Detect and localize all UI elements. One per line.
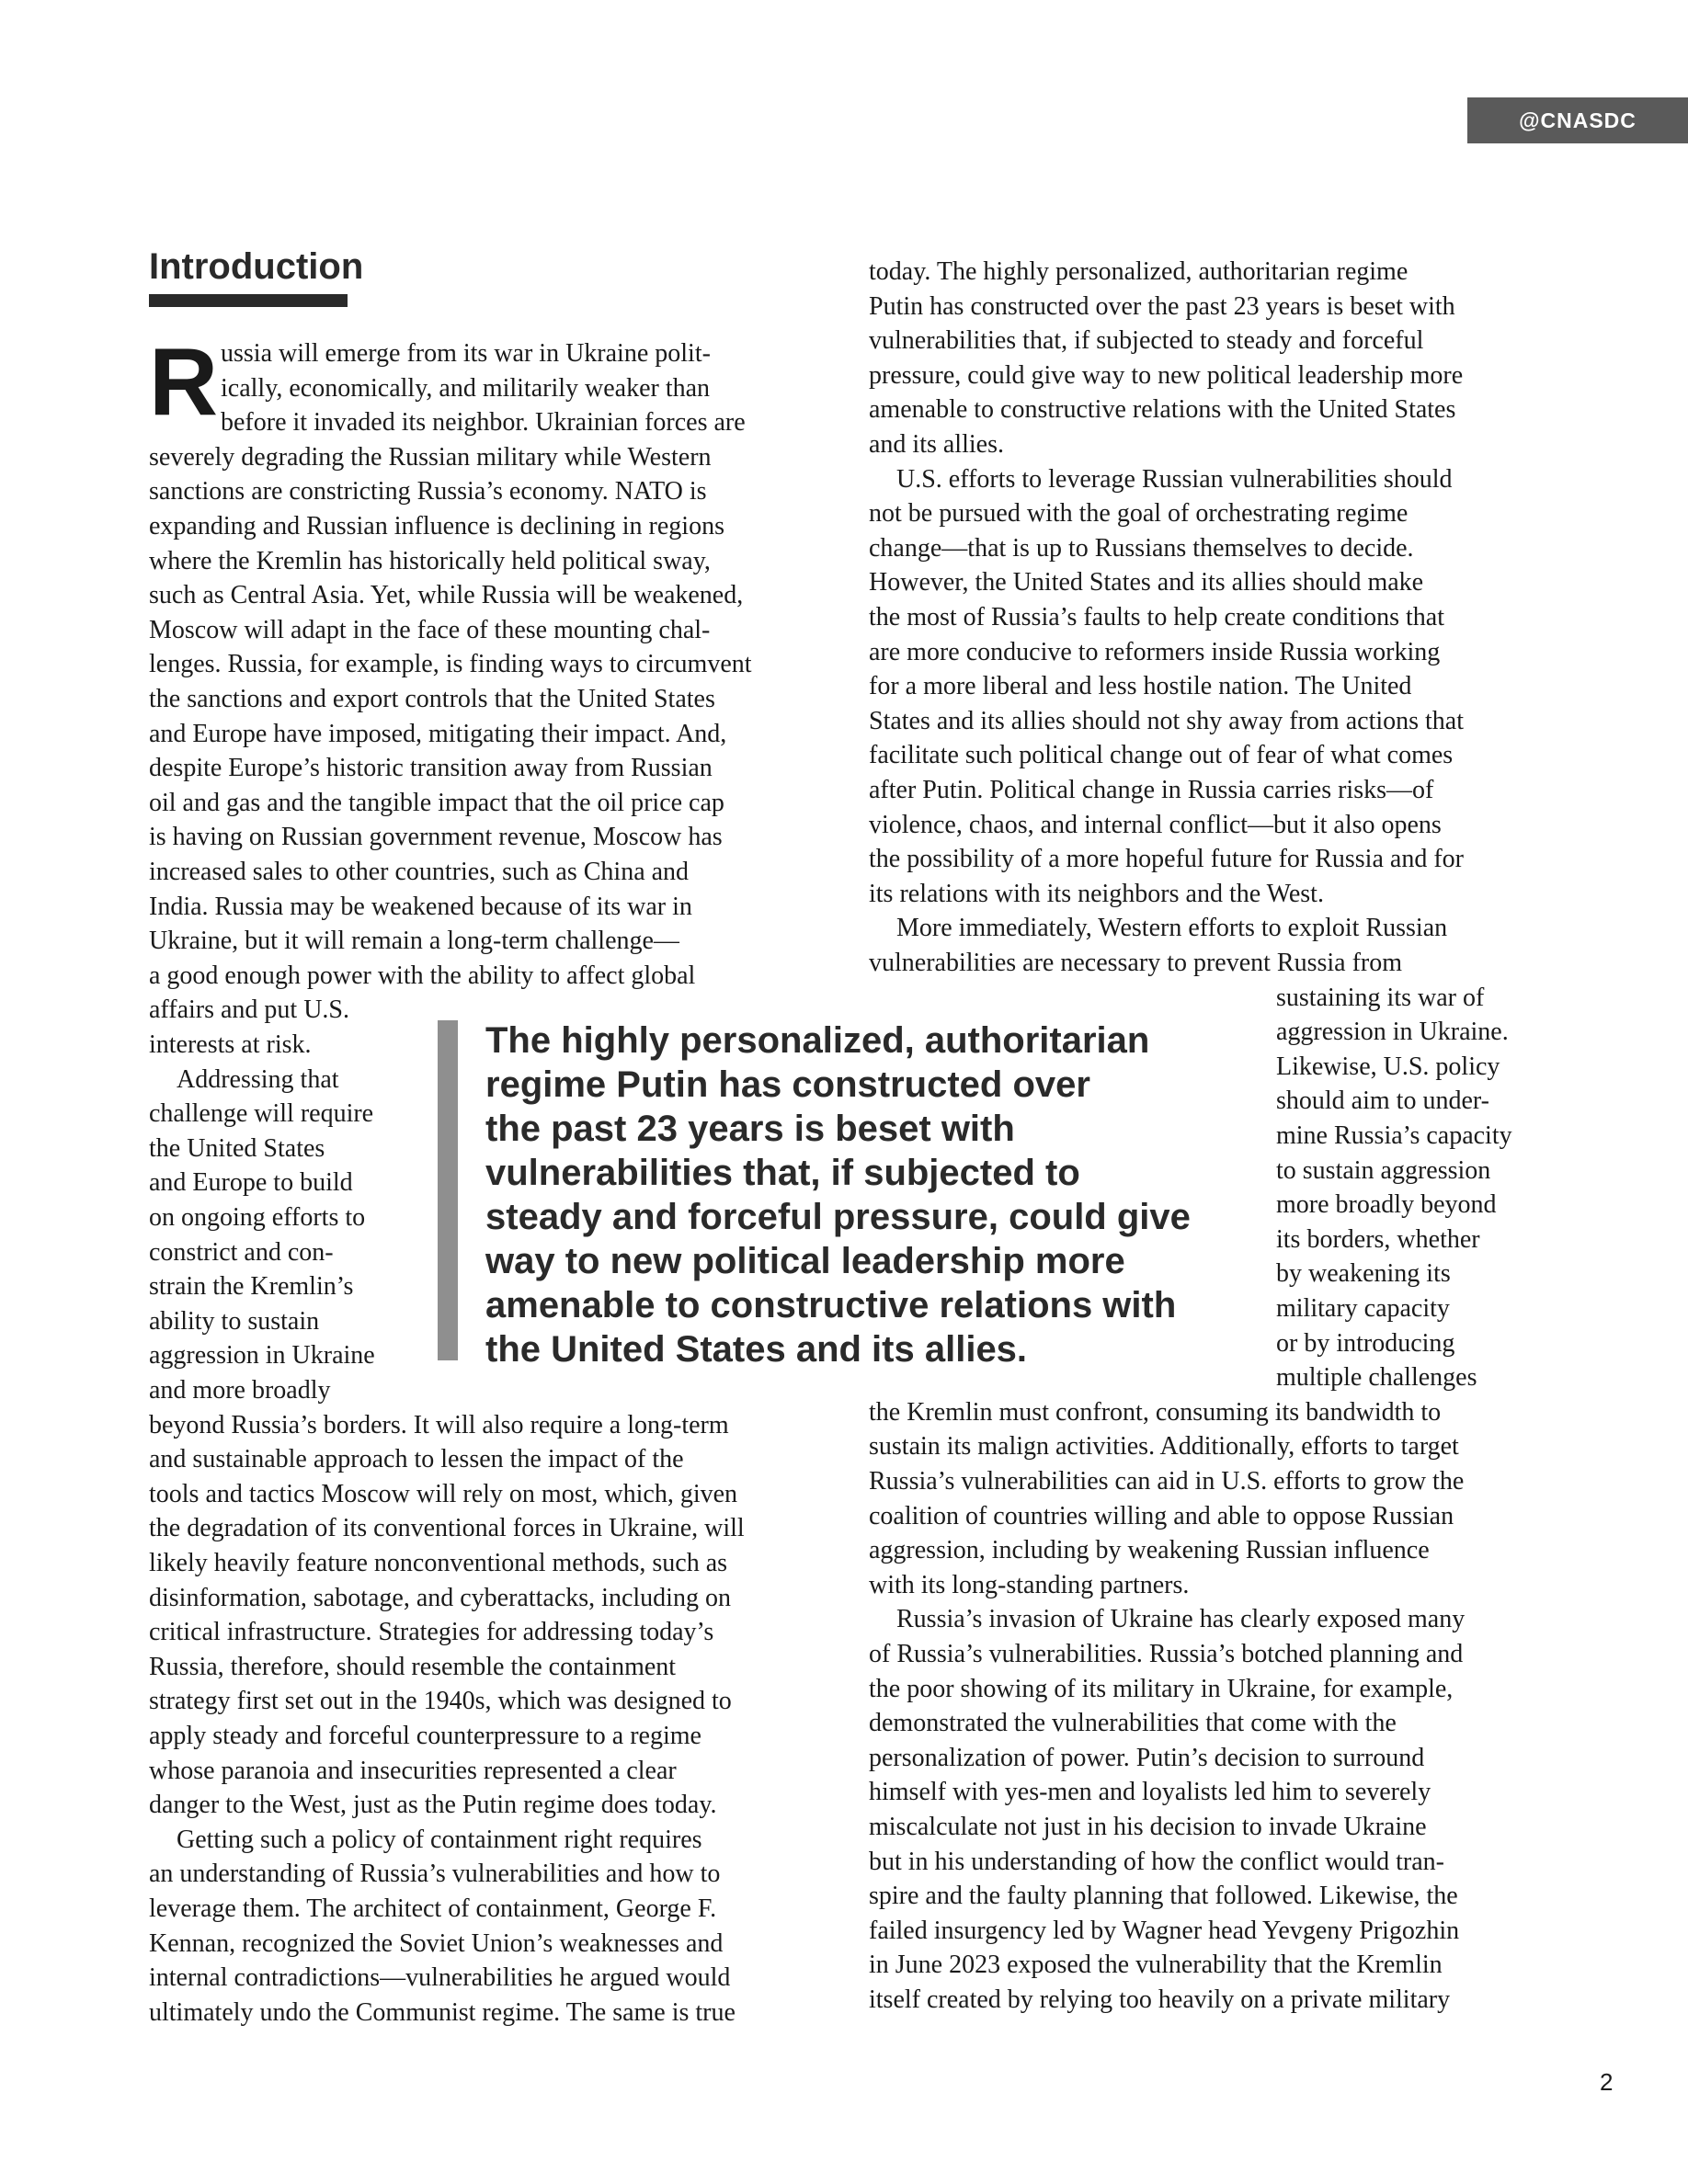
- body-text-line: of Russia’s vulnerabilities. Russia’s botched planning and: [869, 1640, 1464, 1668]
- body-text-line: the possibility of a more hopeful future for Russia and for: [869, 845, 1464, 874]
- body-text-line: the degradation of its conventional forces in Ukraine, will: [149, 1514, 745, 1543]
- body-text-line: by weakening its: [1276, 1259, 1451, 1289]
- body-text-line: India. Russia may be weakened because of its war in: [149, 892, 692, 921]
- body-text-line: and Europe to build: [149, 1168, 353, 1198]
- body-text-line: beyond Russia’s borders. It will also require a long-term: [149, 1410, 729, 1439]
- body-text-line: pressure, could give way to new political leadership more: [869, 360, 1464, 390]
- body-text-line: after Putin. Political change in Russia carries risks—of: [869, 776, 1434, 804]
- pull-quote-line: the United States and its allies.: [485, 1329, 1028, 1370]
- pull-quote-line: vulnerabilities that, if subjected to: [485, 1153, 1080, 1193]
- body-text-line: Putin has constructed over the past 23 years is beset with: [869, 291, 1455, 321]
- body-text-line: Likewise, U.S. policy: [1276, 1052, 1500, 1081]
- body-text-line: despite Europe’s historic transition away from Russian: [149, 754, 713, 783]
- body-text-line: and more broadly: [149, 1376, 331, 1405]
- heading-underline: [149, 294, 348, 307]
- body-text-line: ability to sustain: [149, 1306, 320, 1336]
- pull-quote-line: The highly personalized, authoritarian: [485, 1020, 1150, 1061]
- body-text-line: where the Kremlin has historically held political sway,: [149, 546, 711, 575]
- body-text-line: such as Central Asia. Yet, while Russia will be weakened,: [149, 581, 744, 610]
- pull-quote-line: way to new political leadership more: [485, 1241, 1125, 1281]
- body-text-line: constrict and con-: [149, 1237, 334, 1267]
- body-text-line: the Kremlin must confront, consuming its bandwidth to: [869, 1397, 1442, 1427]
- social-handle-tag: @CNASDC: [1467, 97, 1688, 143]
- body-text-line: a good enough power with the ability to affect global: [149, 961, 696, 990]
- section-heading: Introduction: [149, 246, 364, 287]
- body-text-line: Russia’s vulnerabilities can aid in U.S. efforts to grow the: [869, 1467, 1465, 1496]
- body-text-line: interests at risk.: [149, 1030, 312, 1059]
- body-text-line: However, the United States and its allies should make: [869, 568, 1424, 597]
- body-text-line: vulnerabilities are necessary to prevent Russia from: [869, 949, 1403, 977]
- body-text-line: apply steady and forceful counterpressure to a regime: [149, 1722, 701, 1750]
- body-text-line: States and its allies should not shy away from actions that: [869, 706, 1465, 735]
- body-text-line: severely degrading the Russian military while Western: [149, 442, 712, 472]
- body-text-line: ultimately undo the Communist regime. The same is true: [149, 1997, 736, 2027]
- body-text-line: or by introducing: [1276, 1328, 1455, 1358]
- body-text-line: strain the Kremlin’s: [149, 1272, 354, 1302]
- body-text-line: violence, chaos, and internal conflict—but it also opens: [869, 810, 1442, 839]
- page-number: 2: [1600, 2068, 1614, 2096]
- body-text-line: for a more liberal and less hostile nation. The United: [869, 672, 1412, 701]
- body-text-line: Moscow will adapt in the face of these mounting chal-: [149, 615, 711, 644]
- body-text-line: leverage them. The architect of containment, George F.: [149, 1894, 717, 1923]
- body-text-line: and sustainable approach to lessen the impact of the: [149, 1445, 684, 1474]
- body-text-line: Kennan, recognized the Soviet Union’s weaknesses and: [149, 1928, 724, 1958]
- pull-quote-line: steady and forceful pressure, could give: [485, 1197, 1191, 1237]
- body-text-line: the poor showing of its military in Ukraine, for example,: [869, 1674, 1454, 1703]
- body-text-line: military capacity: [1276, 1294, 1450, 1323]
- body-text-line: lenges. Russia, for example, is finding ways to circumvent: [149, 650, 752, 679]
- body-text-line: multiple challenges: [1276, 1363, 1477, 1393]
- body-text-line: demonstrated the vulnerabilities that come with the: [869, 1709, 1397, 1738]
- body-text-line: amenable to constructive relations with the United States: [869, 395, 1456, 425]
- body-text-line: in June 2023 exposed the vulnerability that the Kremlin: [869, 1951, 1443, 1980]
- body-text-line: Addressing that: [177, 1064, 339, 1094]
- body-text-line: but in his understanding of how the conflict would tran-: [869, 1847, 1444, 1876]
- body-text-line: aggression in Ukraine: [149, 1341, 375, 1371]
- body-text-line: himself with yes-men and loyalists led him to severely: [869, 1778, 1431, 1807]
- body-text-line: the most of Russia’s faults to help create conditions that: [869, 603, 1444, 631]
- body-text-line: personalization of power. Putin’s decision to surround: [869, 1743, 1425, 1772]
- body-text-line: facilitate such political change out of fear of what comes: [869, 741, 1454, 770]
- body-text-line: with its long-standing partners.: [869, 1570, 1190, 1599]
- body-text-line: are more conducive to reformers inside Russia working: [869, 637, 1441, 666]
- body-text-line: likely heavily feature nonconventional methods, such as: [149, 1549, 728, 1577]
- body-text-line: miscalculate not just in his decision to invade Ukraine: [869, 1813, 1427, 1841]
- body-text-line: ically, economically, and militarily weaker than: [221, 373, 711, 403]
- body-text-line: itself created by relying too heavily on a private military: [869, 1985, 1451, 2014]
- body-text-line: more broadly beyond: [1276, 1190, 1497, 1220]
- body-text-line: and Europe have imposed, mitigating their impact. And,: [149, 719, 727, 748]
- body-text-line: and its allies.: [869, 430, 1004, 459]
- pull-quote-line: amenable to constructive relations with: [485, 1285, 1177, 1325]
- body-text-line: oil and gas and the tangible impact that the oil price cap: [149, 788, 724, 817]
- body-text-line: Getting such a policy of containment right requires: [177, 1825, 702, 1854]
- body-text-line: Russia, therefore, should resemble the containment: [149, 1652, 677, 1681]
- body-text-line: strategy first set out in the 1940s, which was designed to: [149, 1687, 732, 1716]
- body-text-line: failed insurgency led by Wagner head Yevgeny Prigozhin: [869, 1916, 1460, 1945]
- body-text-line: challenge will require: [149, 1099, 374, 1129]
- body-text-line: its borders, whether: [1276, 1224, 1480, 1254]
- body-text-line: change—that is up to Russians themselves to decide.: [869, 533, 1414, 563]
- body-text-line: More immediately, Western efforts to exploit Russian: [896, 914, 1448, 943]
- pull-quote-bar: [438, 1020, 458, 1360]
- body-text-line: sustaining its war of: [1276, 983, 1485, 1012]
- body-text-line: affairs and put U.S.: [149, 995, 349, 1025]
- body-text-line: is having on Russian government revenue, Moscow has: [149, 823, 723, 852]
- body-text-line: Ukraine, but it will remain a long-term challenge—: [149, 927, 679, 956]
- body-text-line: critical infrastructure. Strategies for addressing today’s: [149, 1618, 714, 1647]
- body-text-line: Russia’s invasion of Ukraine has clearly exposed many: [896, 1605, 1466, 1634]
- body-text-line: before it invaded its neighbor. Ukrainian forces are: [221, 408, 746, 438]
- body-text-line: sanctions are constricting Russia’s economy. NATO is: [149, 477, 707, 506]
- body-text-line: its relations with its neighbors and the West.: [869, 879, 1324, 908]
- body-text-line: mine Russia’s capacity: [1276, 1121, 1512, 1150]
- body-text-line: vulnerabilities that, if subjected to steady and forceful: [869, 326, 1424, 356]
- body-text-line: an understanding of Russia’s vulnerabilities and how to: [149, 1860, 721, 1889]
- body-text-line: the United States: [149, 1133, 325, 1163]
- body-text-line: to sustain aggression: [1276, 1155, 1491, 1185]
- body-text-line: today. The highly personalized, authoritarian regime: [869, 257, 1409, 286]
- body-text-line: should aim to under-: [1276, 1086, 1489, 1116]
- body-text-line: expanding and Russian influence is declining in regions: [149, 512, 724, 540]
- pull-quote-line: the past 23 years is beset with: [485, 1109, 1015, 1149]
- body-text-line: the sanctions and export controls that the United States: [149, 685, 715, 713]
- body-text-line: tools and tactics Moscow will rely on most, which, given: [149, 1479, 738, 1508]
- body-text-line: internal contradictions—vulnerabilities he argued would: [149, 1963, 731, 1993]
- body-text-line: on ongoing efforts to: [149, 1203, 366, 1232]
- body-text-line: danger to the West, just as the Putin regime does today.: [149, 1791, 717, 1820]
- body-text-line: aggression in Ukraine.: [1276, 1018, 1509, 1047]
- body-text-line: disinformation, sabotage, and cyberattacks, including on: [149, 1583, 731, 1612]
- body-text-line: sustain its malign activities. Additionally, efforts to target: [869, 1432, 1459, 1462]
- pull-quote-line: regime Putin has constructed over: [485, 1064, 1090, 1105]
- body-text-line: aggression, including by weakening Russian influence: [869, 1536, 1430, 1565]
- body-text-line: spire and the faulty planning that followed. Likewise, the: [869, 1882, 1458, 1911]
- drop-cap: R: [149, 329, 219, 436]
- body-text-line: U.S. efforts to leverage Russian vulnerabilities should: [896, 464, 1453, 494]
- body-text-line: ussia will emerge from its war in Ukraine polit-: [221, 339, 711, 368]
- body-text-line: increased sales to other countries, such as China and: [149, 858, 690, 886]
- body-text-line: not be pursued with the goal of orchestrating regime: [869, 499, 1409, 529]
- body-text-line: coalition of countries willing and able to oppose Russian: [869, 1501, 1454, 1530]
- body-text-line: whose paranoia and insecurities represented a clear: [149, 1756, 677, 1785]
